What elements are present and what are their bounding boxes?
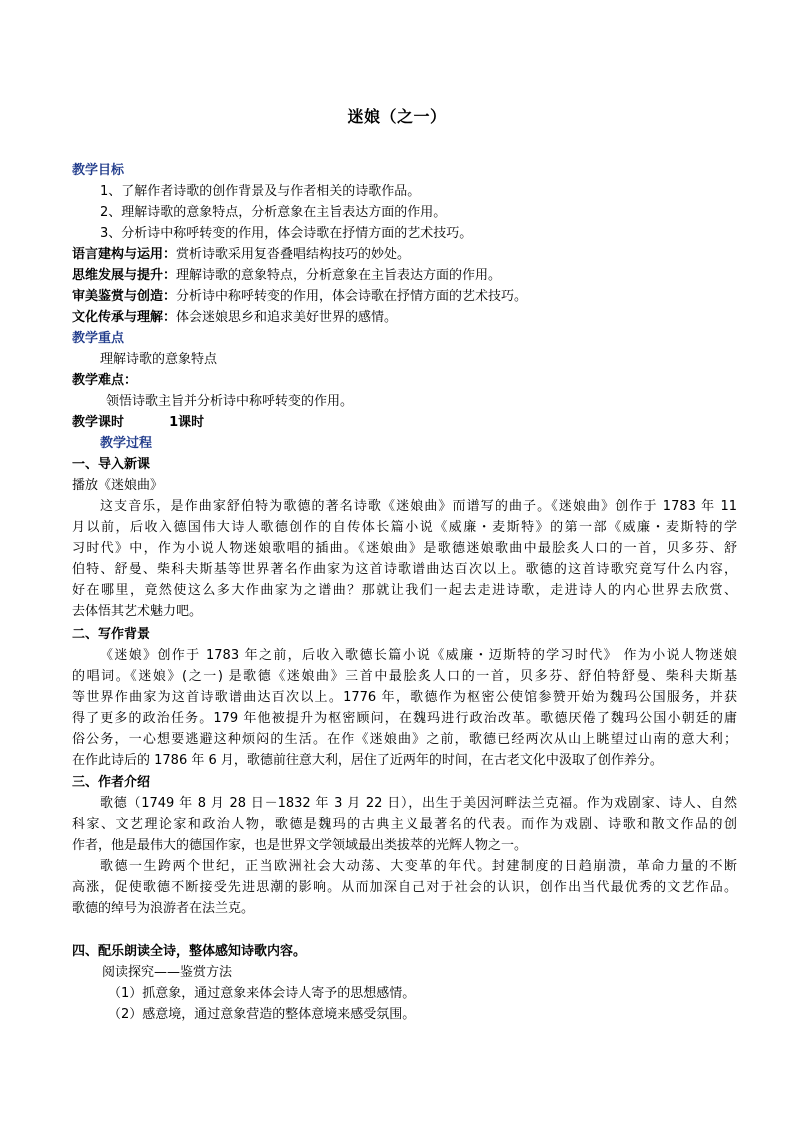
class-hours: [72, 412, 737, 433]
literacy-label: 语言建构与运用：: [72, 247, 177, 262]
paragraph-line: 歌德一生跨两个世纪，正当欧洲社会大动荡、大变革的年代。封建制度的日趋崩溃，革命力量的不断: [100, 859, 737, 874]
paragraph-line: 等世界作曲家为这首诗歌谱曲达百次以上。1776 年，歌德作为枢密公使馆参赞开始为魏玛公国服务，并获: [72, 690, 737, 705]
paragraph-line: 歌德的绰号为浪游者在法兰克。: [72, 901, 255, 916]
literacy-text: 体会迷娘思乡和追求美好世界的感情。: [176, 310, 398, 325]
goals-heading: 教学目标: [72, 163, 125, 178]
literacy-row: [72, 265, 737, 286]
paragraph-line: 月以前，后收入德国伟大诗人歌德创作的自传体长篇小说《威廉・麦斯特》的第一部《威廉・麦斯特的学: [72, 520, 737, 535]
literacy-label: 审美鉴赏与创造：: [72, 289, 177, 304]
method-item: （2）感意境，通过意象营造的整体意境来感受氛围。: [108, 1007, 416, 1022]
page-title: 迷娘（之一）: [347, 107, 447, 126]
section-heading: 三、作者介绍: [72, 775, 151, 790]
process-heading: 教学过程: [100, 436, 153, 451]
paragraph-line: 得了更多的政治任务。179 年他被提升为枢密顾问，在魏玛进行政治改革。歌德厌倦了魏玛公国小朝廷的庸: [72, 711, 737, 726]
paragraph-line: 去体悟其艺术魅力吧。: [72, 604, 203, 619]
paragraph-line: 高涨，促使歌德不断接受先进思潮的影响。从而加深自己对于社会的认识，创作出当代最优秀的文艺作品。: [72, 880, 737, 895]
class-hours-value: 1课时: [169, 415, 205, 430]
section-heading: 四、配乐朗读全诗，整体感知诗歌内容。: [72, 944, 307, 959]
paragraph-line: 在作此诗后的 1786 年 6 月，歌德前往意大利，居住了近两年的时间，在古老文化中汲取了创作养分。: [72, 753, 663, 768]
paragraph-line: 好在哪里，竟然使这么多大作曲家为之谱曲？那就让我们一起去走进诗歌，走进诗人的内心世界去欣赏、: [72, 583, 737, 598]
paragraph-line: 伯特、舒曼、柴科夫斯基等世界著名作曲家为这首诗歌谱曲达百次以上。歌德的这首诗歌究竟写什么内容，: [72, 562, 737, 577]
method-subheading: 阅读探究——鉴赏方法: [102, 965, 233, 980]
literacy-text: 赏析诗歌采用复沓叠唱结构技巧的妙处。: [176, 247, 411, 262]
paragraph-line: 的唱词。《迷娘》(之一) 是歌德《迷娘曲》三首中最脍炙人口的一首，贝多芬、舒伯特舒曼、柴科夫斯基: [72, 669, 737, 684]
difficulty-heading: 教学难点：: [72, 373, 138, 388]
paragraph-line: 歌德（1749 年 8 月 28 日－1832 年 3 月 22 日），出生于美因河畔法兰克福。作为戏剧家、诗人、自然: [100, 796, 737, 811]
literacy-label: 文化传承与理解：: [72, 310, 177, 325]
key-point-heading: 教学重点: [72, 331, 125, 346]
key-point-text: 理解诗歌的意象特点: [100, 352, 218, 367]
goal-item: 2、理解诗歌的意象特点，分析意象在主旨表达方面的作用。: [100, 205, 447, 220]
literacy-label: 思维发展与提升：: [72, 268, 177, 283]
literacy-row: [72, 244, 737, 265]
section-heading: 一、导入新课: [72, 457, 151, 472]
literacy-row: [72, 307, 737, 328]
paragraph-line: 《迷娘》创作于 1783 年之前，后收入歌德长篇小说《威廉・迈斯特的学习时代》 作为小说人物迷娘: [100, 648, 737, 663]
play-line: 播放《迷娘曲》: [72, 478, 164, 493]
paragraph-line: 俗公务，一心想要逃避这种烦闷的生活。在作《迷娘曲》之前，歌德已经两次从山上眺望过山南的意大利；: [72, 732, 737, 747]
literacy-text: 理解诗歌的意象特点，分析意象在主旨表达方面的作用。: [176, 268, 502, 283]
paragraph-line: 作者，他是最伟大的德国作家，也是世界文学领域最出类拔萃的光辉人物之一。: [72, 838, 528, 853]
difficulty-text: 领悟诗歌主旨并分析诗中称呼转变的作用。: [106, 394, 354, 409]
literacy-text: 分析诗中称呼转变的作用，体会诗歌在抒情方面的艺术技巧。: [176, 289, 528, 304]
goal-item: 1、了解作者诗歌的创作背景及与作者相关的诗歌作品。: [100, 184, 421, 199]
paragraph-line: 习时代》中，作为小说人物迷娘歌唱的插曲。《迷娘曲》是歌德迷娘歌曲中最脍炙人口的一首，贝多芬、舒: [72, 541, 737, 556]
method-item: （1）抓意象，通过意象来体会诗人寄予的思想感情。: [108, 986, 416, 1001]
goal-item: 3、分析诗中称呼转变的作用，体会诗歌在抒情方面的艺术技巧。: [100, 226, 473, 241]
paragraph-line: 科家、文艺理论家和政治人物，歌德是魏玛的古典主义最著名的代表。而作为戏剧、诗歌和散文作品的创: [72, 817, 737, 832]
section-heading: 二、写作背景: [72, 627, 151, 642]
class-hours-label: 教学课时: [72, 415, 125, 430]
paragraph-line: 这支音乐，是作曲家舒伯特为歌德的著名诗歌《迷娘曲》而谱写的曲子。《迷娘曲》创作于 1783 年 11: [100, 499, 737, 514]
literacy-row: [72, 286, 737, 307]
